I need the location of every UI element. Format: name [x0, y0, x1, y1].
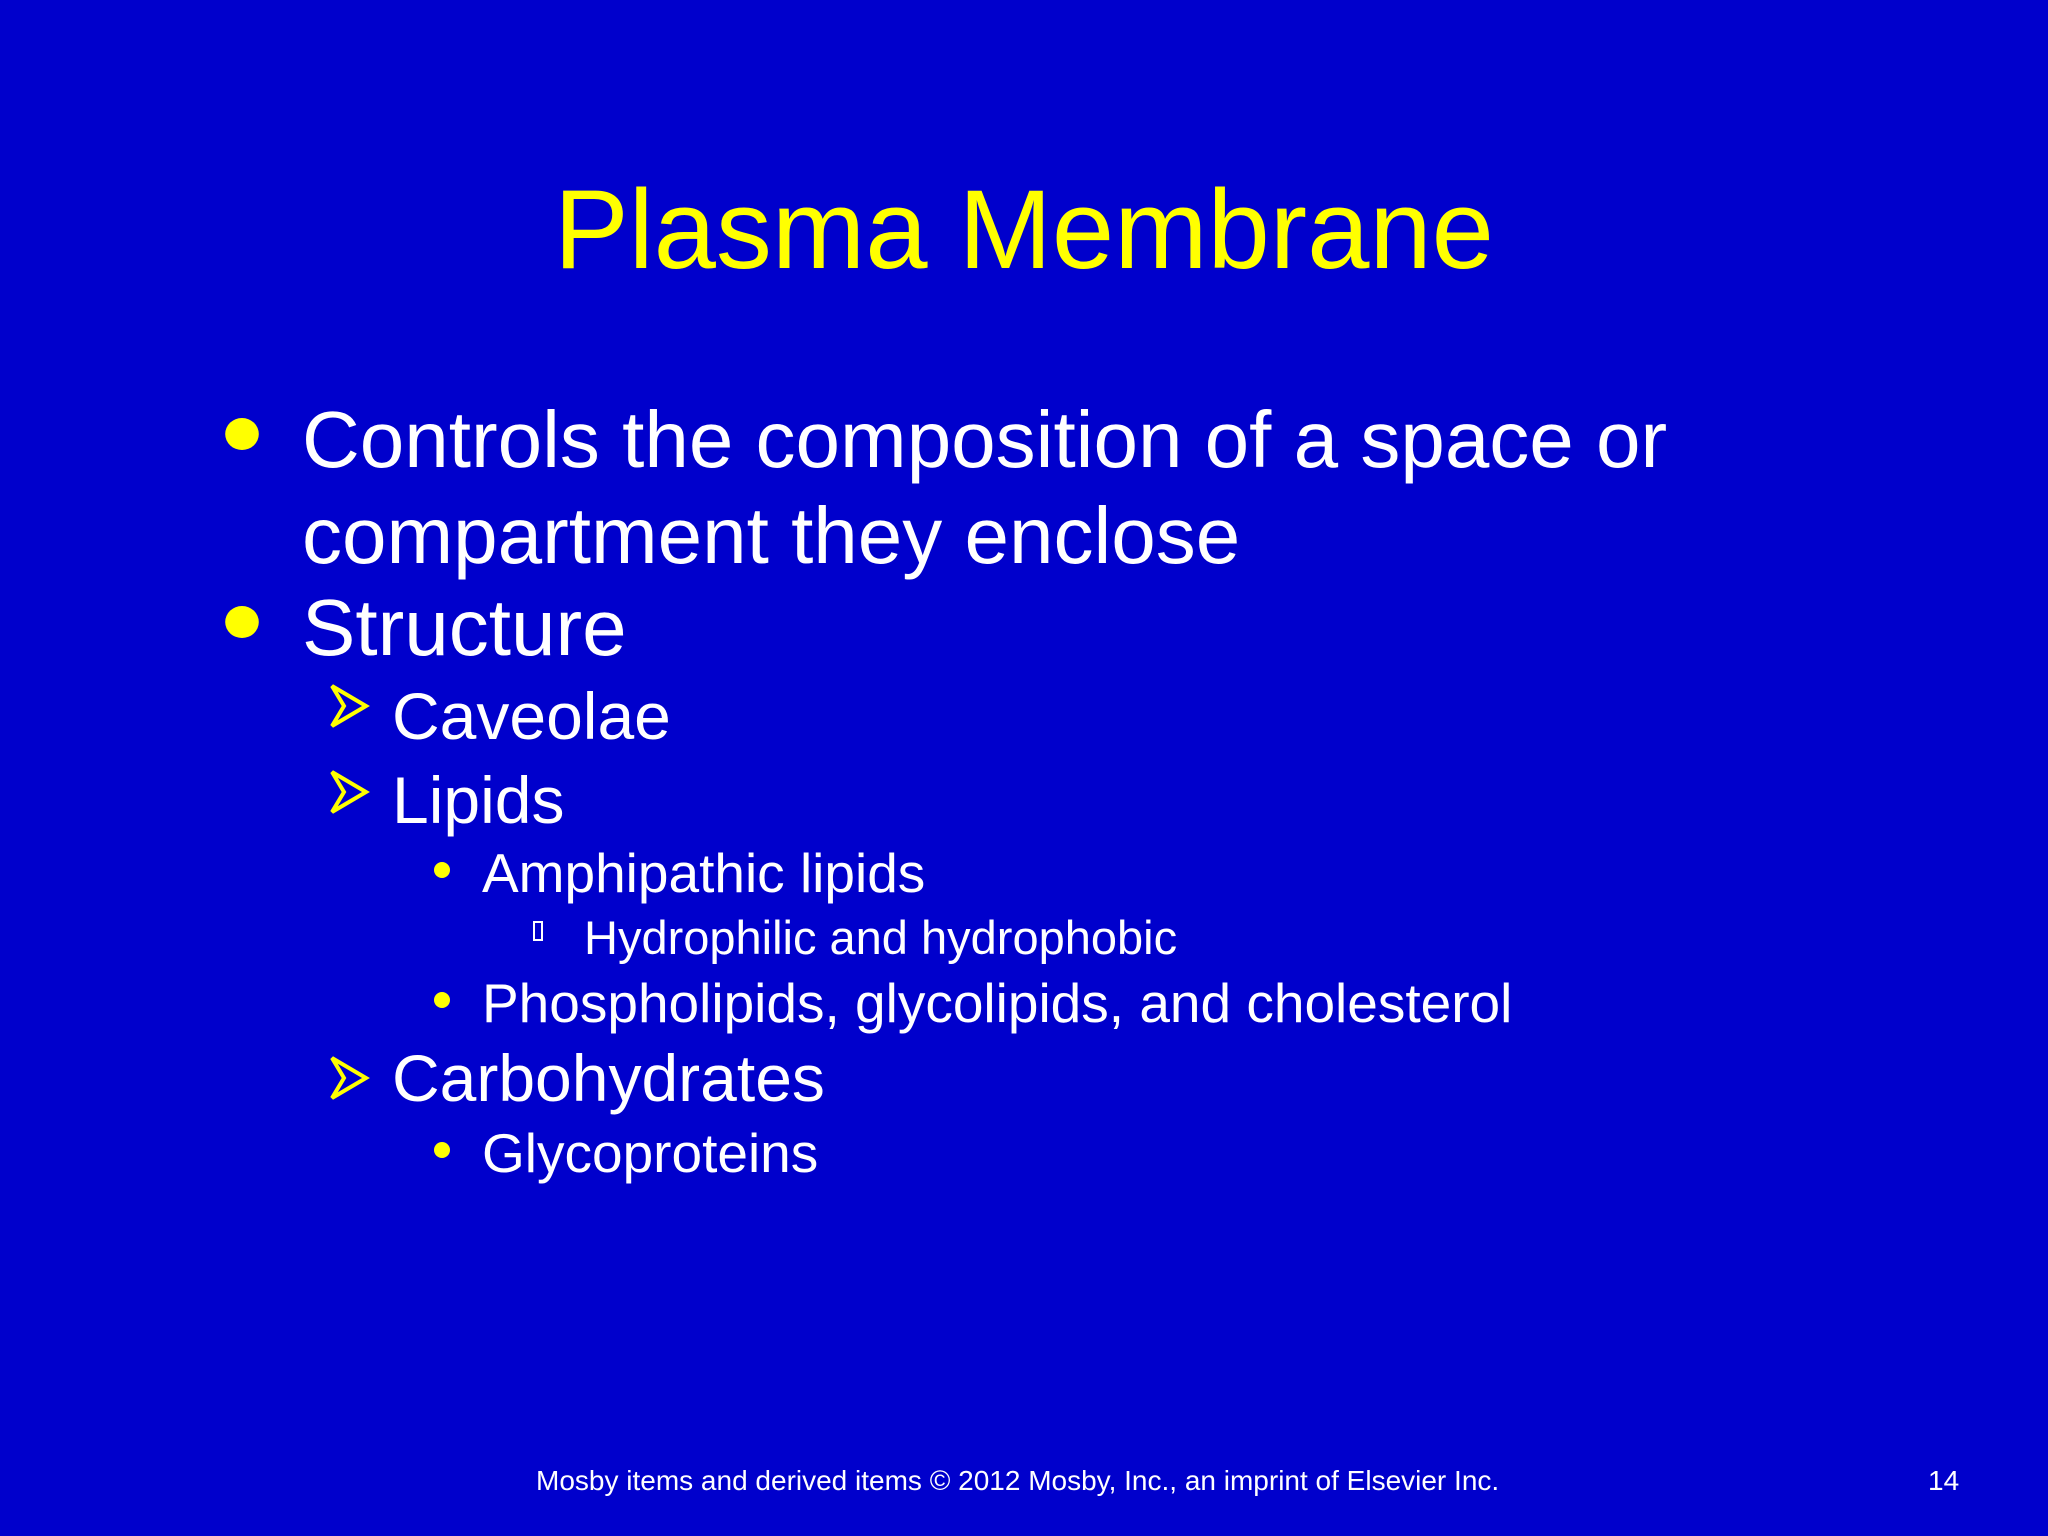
subsubitem-glycoproteins: Glycoproteins	[482, 1122, 819, 1184]
bullet-controls-line2: compartment they enclose	[302, 491, 1241, 580]
bullet-dot-icon	[225, 606, 259, 638]
missing-glyph-icon	[533, 921, 543, 941]
subitem-caveolae: Caveolae	[392, 679, 671, 753]
dot-bullet-icon	[434, 1142, 450, 1158]
page-number: 14	[1928, 1465, 1960, 1496]
dot-bullet-icon	[434, 992, 450, 1008]
subsubitem-amphipathic-lipids: Amphipathic lipids	[482, 842, 926, 904]
subitem-lipids: Lipids	[392, 763, 565, 837]
dot-bullet-icon	[434, 862, 450, 878]
slide-title: Plasma Membrane	[554, 167, 1494, 292]
bullet-controls-line1: Controls the composition of a space or	[302, 395, 1668, 484]
bullet-dot-icon	[225, 418, 259, 450]
copyright-footer: Mosby items and derived items © 2012 Mosby, Inc., an imprint of Elsevier Inc.	[536, 1465, 1500, 1496]
arrowhead-bullet-icon	[330, 1056, 370, 1100]
arrowhead-bullet-icon	[330, 684, 370, 728]
subsubitem-phospholipids: Phospholipids, glycolipids, and cholesterol	[482, 972, 1513, 1034]
subitem-carbohydrates: Carbohydrates	[392, 1041, 825, 1115]
bullet-structure: Structure	[302, 583, 627, 672]
subsubsubitem-hydrophilic-hydrophobic: Hydrophilic and hydrophobic	[584, 911, 1178, 964]
arrowhead-bullet-icon	[330, 770, 370, 814]
